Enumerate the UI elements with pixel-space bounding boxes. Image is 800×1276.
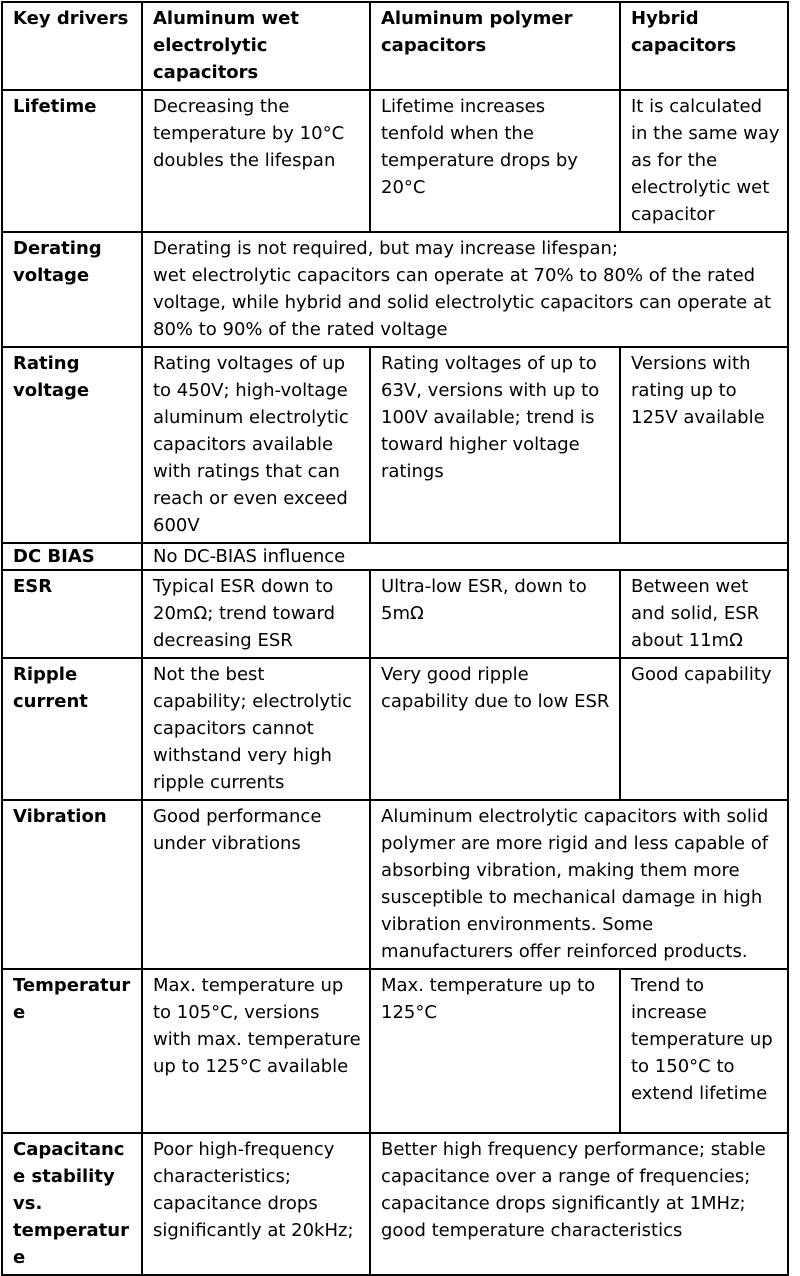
row-label-ripple: Ripple current (2, 658, 142, 800)
cell-vibration-polymer-hybrid: Aluminum electrolytic capacitors with solid polymer are more rigid and less capable of absorbing vibration, making them more susceptible to mechanical damage in high vibration environments. Some manufacturers offer reinforced products. (370, 800, 788, 969)
table-row (2, 570, 788, 658)
cell-rating-hybrid: Versions with rating up to 125V available (620, 347, 788, 543)
cell-temperature-wet: Max. temperature up to 105°C, versions with max. temperature up to 125°C available (142, 969, 370, 1133)
table-header-row (2, 2, 788, 90)
row-label-capstab: Capacitance stability vs. temperature (2, 1133, 142, 1275)
cell-capstab-wet: Poor high-frequency characteristics; capacitance drops significantly at 20kHz; (142, 1133, 370, 1275)
row-label-dcbias: DC BIAS (2, 543, 142, 570)
header-wet-electrolytic: Aluminum wet electrolytic capacitors (142, 2, 370, 90)
table-row (2, 90, 788, 232)
cell-derating-merged (142, 232, 788, 347)
cell-ripple-polymer: Very good ripple capability due to low ESR (370, 658, 620, 800)
cell-lifetime-polymer: Lifetime increases tenfold when the temperature drops by 20°C (370, 90, 620, 232)
cell-temperature-hybrid: Trend to increase temperature up to 150°C to extend lifetime (620, 969, 788, 1133)
cell-rating-wet: Rating voltages of up to 450V; high-voltage aluminum electrolytic capacitors available with ratings that can reach or even exceed 600V (142, 347, 370, 543)
table-row (2, 969, 788, 1133)
cell-dcbias-merged: No DC-BIAS influence (142, 543, 788, 570)
comparison-table (1, 1, 789, 1276)
cell-esr-wet: Typical ESR down to 20mΩ; trend toward decreasing ESR (142, 570, 370, 658)
derating-line-1: Derating is not required, but may increase lifespan; (153, 238, 619, 259)
cell-capstab-polymer-hybrid: Better high frequency performance; stable capacitance over a range of frequencies; capacitance drops significantly at 1MHz; good temperature characteristics (370, 1133, 788, 1275)
cell-ripple-hybrid: Good capability (620, 658, 788, 800)
table-row (2, 543, 788, 570)
derating-line-2: wet electrolytic capacitors can operate at 70% to 80% of the rated voltage, while hybrid and solid electrolytic capacitors can operate at 80% to 90% of the rated voltage (153, 265, 772, 340)
header-key-drivers: Key drivers (2, 2, 142, 90)
cell-ripple-wet: Not the best capability; electrolytic capacitors cannot withstand very high ripple currents (142, 658, 370, 800)
cell-vibration-wet: Good performance under vibrations (142, 800, 370, 969)
cell-rating-polymer: Rating voltages of up to 63V, versions with up to 100V available; trend is toward higher voltage ratings (370, 347, 620, 543)
row-label-vibration: Vibration (2, 800, 142, 969)
header-hybrid: Hybrid capacitors (620, 2, 788, 90)
row-label-temperature: Temperature (2, 969, 142, 1133)
row-label-lifetime: Lifetime (2, 90, 142, 232)
row-label-derating: Derating voltage (2, 232, 142, 347)
cell-esr-polymer: Ultra-low ESR, down to 5mΩ (370, 570, 620, 658)
table-row (2, 347, 788, 543)
row-label-esr: ESR (2, 570, 142, 658)
table-row (2, 232, 788, 347)
table-row (2, 800, 788, 969)
table-row (2, 658, 788, 800)
cell-temperature-polymer: Max. temperature up to 125°C (370, 969, 620, 1133)
row-label-rating: Rating voltage (2, 347, 142, 543)
header-polymer: Aluminum polymer capacitors (370, 2, 620, 90)
table-row (2, 1133, 788, 1275)
cell-lifetime-hybrid: It is calculated in the same way as for the electrolytic wet capacitor (620, 90, 788, 232)
cell-lifetime-wet: Decreasing the temperature by 10°C doubles the lifespan (142, 90, 370, 232)
cell-esr-hybrid: Between wet and solid, ESR about 11mΩ (620, 570, 788, 658)
